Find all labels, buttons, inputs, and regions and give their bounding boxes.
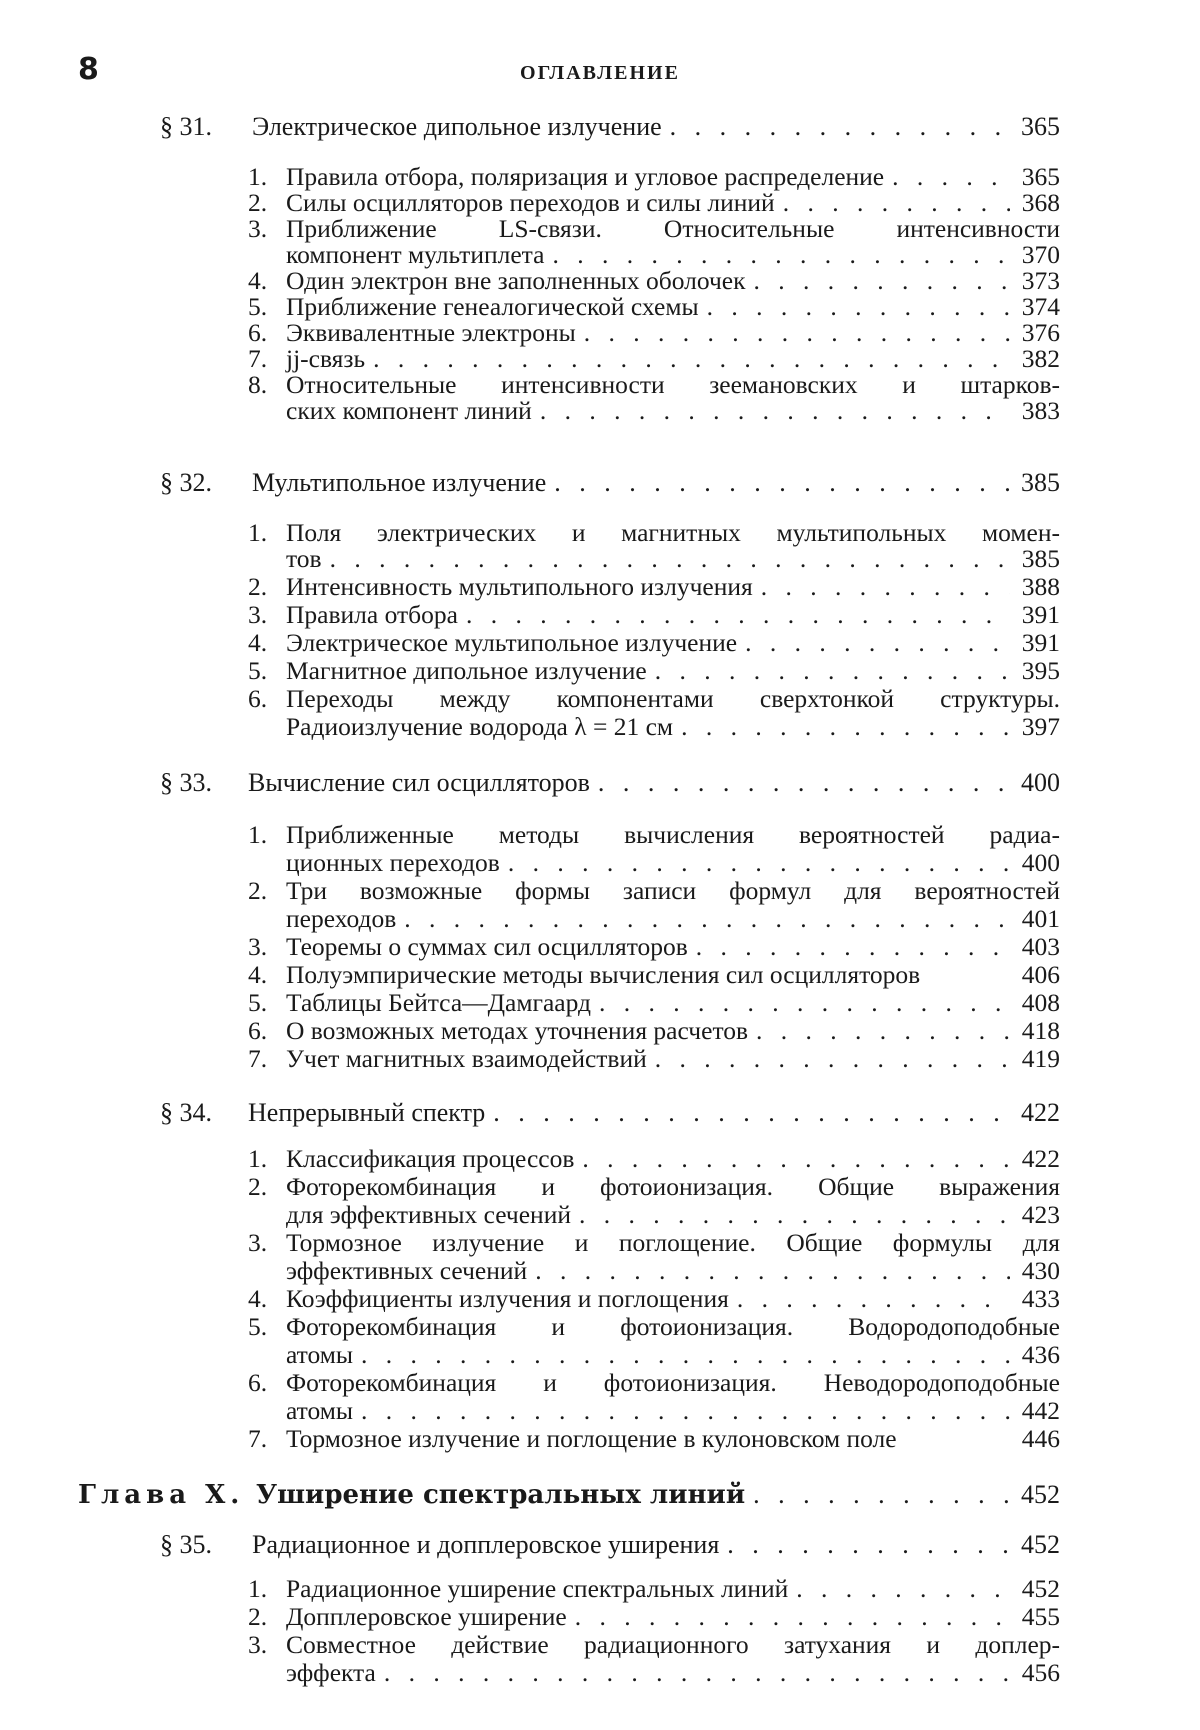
item-number: 6. bbox=[248, 318, 267, 348]
section-number: § 34. bbox=[160, 1098, 212, 1128]
page-ref: 385 bbox=[1016, 468, 1060, 498]
page-ref: 430 bbox=[1016, 1256, 1060, 1286]
page-ref: 368 bbox=[1016, 188, 1060, 218]
page-ref: 397 bbox=[1016, 712, 1060, 742]
item-title: Допплеровское уширение bbox=[286, 1602, 567, 1632]
item-title-line1: Относительные интенсивности зеемановских и штарков- bbox=[286, 370, 1060, 400]
item-title-line2: Радиоизлучение водорода λ = 21 см bbox=[286, 712, 673, 742]
leader-dots bbox=[466, 600, 1010, 630]
item-title: Электрическое мультипольное излучение bbox=[286, 628, 737, 658]
page-ref: 385 bbox=[1016, 544, 1060, 574]
leader-dots bbox=[330, 544, 1010, 574]
item-number: 2. bbox=[248, 572, 267, 602]
leader-dots bbox=[670, 112, 1010, 142]
page-ref: 452 bbox=[1016, 1480, 1060, 1510]
chapter-title: Уширение спектральных линий bbox=[256, 1480, 745, 1510]
item-number: 8. bbox=[248, 370, 267, 400]
item-number: 1. bbox=[248, 1144, 267, 1174]
item-number: 1. bbox=[248, 162, 267, 192]
item-number: 3. bbox=[248, 932, 267, 962]
page-ref: 365 bbox=[1016, 162, 1060, 192]
item-title: Таблицы Бейтса—Дамгаард bbox=[286, 988, 591, 1018]
item-title-line2: эффекта bbox=[286, 1658, 376, 1688]
item-number: 2. bbox=[248, 188, 267, 218]
item-number: 6. bbox=[248, 1016, 267, 1046]
item-title: Классификация процессов bbox=[286, 1144, 574, 1174]
item-title-line1: Поля электрических и магнитных мультипольных момен- bbox=[286, 518, 1060, 548]
item-title: jj-связь bbox=[286, 344, 365, 374]
leader-dots bbox=[582, 1144, 1010, 1174]
item-title-line2: ских компонент линий bbox=[286, 396, 532, 426]
item-number: 3. bbox=[248, 600, 267, 630]
page-ref: 388 bbox=[1016, 572, 1060, 602]
page-ref: 382 bbox=[1016, 344, 1060, 374]
item-number: 4. bbox=[248, 960, 267, 990]
leader-dots bbox=[598, 768, 1010, 798]
leader-dots bbox=[579, 1200, 1010, 1230]
page-ref: 374 bbox=[1016, 292, 1060, 322]
section-title: Мультипольное излучение bbox=[252, 468, 546, 498]
item-number: 1. bbox=[248, 518, 267, 548]
leader-dots bbox=[753, 1480, 1010, 1510]
item-title-line2: атомы bbox=[286, 1340, 353, 1370]
page-ref: 400 bbox=[1016, 768, 1060, 798]
item-title-line2: компонент мультиплета bbox=[286, 240, 544, 270]
item-number: 5. bbox=[248, 656, 267, 686]
item-title-line2: ционных переходов bbox=[286, 848, 500, 878]
item-title-line1: Три возможные формы записи формул для вероятностей bbox=[286, 876, 1060, 906]
page-ref: 418 bbox=[1016, 1016, 1060, 1046]
item-title: Правила отбора bbox=[286, 600, 458, 630]
leader-dots bbox=[745, 628, 1010, 658]
page-ref: 436 bbox=[1016, 1340, 1060, 1370]
leader-dots bbox=[384, 1658, 1010, 1688]
running-title: ОГЛАВЛЕНИЕ bbox=[0, 62, 1200, 85]
page-ref: 391 bbox=[1016, 600, 1060, 630]
item-title: Магнитное дипольное излучение bbox=[286, 656, 647, 686]
item-number: 3. bbox=[248, 1630, 267, 1660]
item-title: Полуэмпирические методы вычисления сил осцилляторов bbox=[286, 960, 920, 990]
section-number: § 33. bbox=[160, 768, 212, 798]
item-number: 2. bbox=[248, 876, 267, 906]
page-ref: 376 bbox=[1016, 318, 1060, 348]
item-number: 5. bbox=[248, 1312, 267, 1342]
page-ref: 442 bbox=[1016, 1396, 1060, 1426]
page-ref: 446 bbox=[1016, 1424, 1060, 1454]
item-number: 7. bbox=[248, 1044, 267, 1074]
item-title: Коэффициенты излучения и поглощения bbox=[286, 1284, 729, 1314]
leader-dots bbox=[554, 468, 1010, 498]
item-number: 2. bbox=[248, 1602, 267, 1632]
page-ref: 403 bbox=[1016, 932, 1060, 962]
section-number: § 35. bbox=[160, 1530, 212, 1560]
item-title-line2: эффективных сечений bbox=[286, 1256, 527, 1286]
item-title-line1: Переходы между компонентами сверхтонкой структуры. bbox=[286, 684, 1060, 714]
item-title-line1: Фоторекомбинация и фотоионизация. Неводородоподобные bbox=[286, 1368, 1060, 1398]
item-title: Один электрон вне заполненных оболочек bbox=[286, 266, 746, 296]
item-number: 4. bbox=[248, 266, 267, 296]
item-number: 7. bbox=[248, 1424, 267, 1454]
page-ref: 452 bbox=[1016, 1530, 1060, 1560]
item-title: О возможных методах уточнения расчетов bbox=[286, 1016, 748, 1046]
item-title: Эквивалентные электроны bbox=[286, 318, 576, 348]
item-number: 7. bbox=[248, 344, 267, 374]
page-ref: 456 bbox=[1016, 1658, 1060, 1688]
page-ref: 452 bbox=[1016, 1574, 1060, 1604]
page-ref: 422 bbox=[1016, 1098, 1060, 1128]
section-title: Радиационное и допплеровское уширения bbox=[252, 1530, 719, 1560]
page-ref: 391 bbox=[1016, 628, 1060, 658]
item-title: Приближение генеалогической схемы bbox=[286, 292, 699, 322]
leader-dots bbox=[655, 656, 1010, 686]
section-title: Вычисление сил осцилляторов bbox=[248, 768, 590, 798]
leader-dots bbox=[361, 1340, 1010, 1370]
page-ref: 455 bbox=[1016, 1602, 1060, 1632]
page-ref: 419 bbox=[1016, 1044, 1060, 1074]
page-ref: 373 bbox=[1016, 266, 1060, 296]
leader-dots bbox=[535, 1256, 1010, 1286]
item-title-line1: Приближенные методы вычисления вероятностей радиа- bbox=[286, 820, 1060, 850]
page-ref: 433 bbox=[1016, 1284, 1060, 1314]
leader-dots bbox=[493, 1098, 1010, 1128]
leader-dots bbox=[727, 1530, 1010, 1560]
page-ref: 408 bbox=[1016, 988, 1060, 1018]
item-number: 6. bbox=[248, 1368, 267, 1398]
leader-dots bbox=[737, 1284, 1010, 1314]
page-ref: 406 bbox=[1016, 960, 1060, 990]
item-title: Учет магнитных взаимодействий bbox=[286, 1044, 647, 1074]
item-number: 3. bbox=[248, 1228, 267, 1258]
page-ref: 423 bbox=[1016, 1200, 1060, 1230]
leader-dots bbox=[599, 988, 1010, 1018]
item-title-line2: атомы bbox=[286, 1396, 353, 1426]
leader-dots bbox=[696, 932, 1010, 962]
item-number: 3. bbox=[248, 214, 267, 244]
item-title: Интенсивность мультипольного излучения bbox=[286, 572, 753, 602]
chapter-label: Глава X. bbox=[78, 1480, 244, 1510]
item-title-line1: Совместное действие радиационного затухания и доплер- bbox=[286, 1630, 1060, 1660]
item-number: 2. bbox=[248, 1172, 267, 1202]
item-title-line1: Тормозное излучение и поглощение. Общие формулы для bbox=[286, 1228, 1060, 1258]
page-ref: 422 bbox=[1016, 1144, 1060, 1174]
leader-dots bbox=[404, 904, 1010, 934]
leader-dots bbox=[756, 1016, 1010, 1046]
item-title: Теоремы о суммах сил осцилляторов bbox=[286, 932, 688, 962]
item-number: 6. bbox=[248, 684, 267, 714]
item-title-line2: тов bbox=[286, 544, 322, 574]
page-ref: 370 bbox=[1016, 240, 1060, 270]
item-number: 5. bbox=[248, 988, 267, 1018]
page-number: 8 bbox=[78, 52, 99, 87]
item-title: Тормозное излучение и поглощение в кулоновском поле bbox=[286, 1424, 897, 1454]
leader-dots bbox=[681, 712, 1010, 742]
section-number: § 32. bbox=[160, 468, 212, 498]
item-title-line1: Фоторекомбинация и фотоионизация. Водородоподобные bbox=[286, 1312, 1060, 1342]
leader-dots bbox=[361, 1396, 1010, 1426]
item-title-line2: переходов bbox=[286, 904, 396, 934]
section-title: Непрерывный спектр bbox=[248, 1098, 485, 1128]
item-number: 1. bbox=[248, 1574, 267, 1604]
toc-page bbox=[0, 0, 1200, 1730]
item-title-line2: для эффективных сечений bbox=[286, 1200, 571, 1230]
item-title-line1: Приближение LS-связи. Относительные интенсивности bbox=[286, 214, 1060, 244]
item-title-line1: Фоторекомбинация и фотоионизация. Общие выражения bbox=[286, 1172, 1060, 1202]
item-number: 4. bbox=[248, 628, 267, 658]
page-ref: 401 bbox=[1016, 904, 1060, 934]
leader-dots bbox=[508, 848, 1010, 878]
page-ref: 365 bbox=[1016, 112, 1060, 142]
item-number: 4. bbox=[248, 1284, 267, 1314]
leader-dots bbox=[761, 572, 1010, 602]
page-ref: 400 bbox=[1016, 848, 1060, 878]
leader-dots bbox=[796, 1574, 1010, 1604]
section-number: § 31. bbox=[160, 112, 212, 142]
leader-dots bbox=[575, 1602, 1010, 1632]
item-number: 1. bbox=[248, 820, 267, 850]
item-title: Радиационное уширение спектральных линий bbox=[286, 1574, 788, 1604]
section-title: Электрическое дипольное излучение bbox=[252, 112, 662, 142]
leader-dots bbox=[655, 1044, 1010, 1074]
item-title: Правила отбора, поляризация и угловое распределение bbox=[286, 162, 884, 192]
item-title: Силы осцилляторов переходов и силы линий bbox=[286, 188, 775, 218]
leader-dots bbox=[540, 396, 1010, 426]
item-number: 5. bbox=[248, 292, 267, 322]
page-ref: 383 bbox=[1016, 396, 1060, 426]
page-ref: 395 bbox=[1016, 656, 1060, 686]
